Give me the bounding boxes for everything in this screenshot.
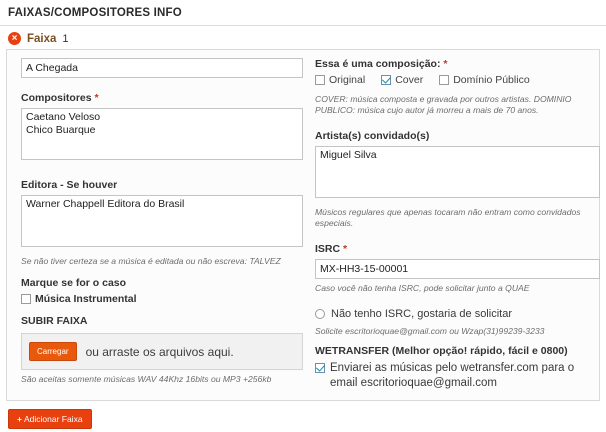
cover-label: Cover	[395, 74, 424, 86]
track-label: Faixa	[27, 32, 57, 45]
subir-faixa-label: SUBIR FAIXA	[21, 315, 88, 327]
wetransfer-checkbox[interactable]	[315, 363, 325, 373]
upload-helper-text: São aceitas somente músicas WAV 44Khz 16bits ou MP3 +256kb	[21, 374, 272, 384]
isrc-label-text: ISRC	[315, 243, 341, 255]
no-isrc-radio[interactable]	[315, 309, 325, 319]
compositores-textarea[interactable]	[21, 108, 303, 160]
compositores-label-text: Compositores	[21, 92, 92, 104]
dominio-publico-checkbox[interactable]	[439, 75, 449, 85]
isrc-helper-text: Caso você não tenha ISRC, pode solicitar junto a QUAE	[315, 283, 530, 293]
marque-label: Marque se for o caso	[21, 277, 127, 289]
option-cover[interactable]	[381, 74, 423, 86]
isrc-label	[315, 243, 600, 255]
add-track-label: Adicionar Faixa	[23, 414, 83, 424]
cover-checkbox[interactable]	[381, 75, 391, 85]
composicao-label-text: Essa é uma composição:	[315, 58, 441, 70]
instrumental-row	[21, 293, 303, 305]
editora-label: Editora - Se houver	[21, 179, 118, 191]
original-label: Original	[329, 74, 366, 86]
upload-drag-text: ou arraste os arquivos aqui.	[85, 344, 234, 359]
wetransfer-row[interactable]	[315, 361, 600, 391]
composicao-required-mark: *	[443, 58, 448, 70]
instrumental-label: Música Instrumental	[35, 293, 137, 305]
no-isrc-label: Não tenho ISRC, gostaria de solicitar	[331, 308, 512, 320]
composicao-label	[315, 58, 600, 70]
add-track-plus-icon: +	[17, 414, 22, 424]
page-title: FAIXAS/COMPOSITORES INFO	[8, 7, 182, 19]
artistas-helper-text: Músicos regulares que apenas tocaram não entram como convidados especiais.	[315, 207, 581, 228]
track-header	[0, 26, 606, 49]
editora-helper-text: Se não tiver certeza se a música é editada ou não escreva: TALVEZ	[21, 256, 281, 266]
artistas-label: Artista(s) convidado(s)	[315, 130, 430, 142]
wetransfer-label: WETRANSFER (Melhor opção! rápido, fácil e 0800)	[315, 345, 568, 357]
composicao-options	[315, 74, 600, 86]
add-track-button[interactable]	[8, 409, 92, 429]
upload-button[interactable]: Carregar	[29, 342, 77, 361]
dominio-publico-label: Domínio Público	[453, 74, 530, 86]
wetransfer-text: Enviarei as músicas pelo wetransfer.com para o email escritorioquae@gmail.com	[330, 362, 575, 389]
instrumental-checkbox[interactable]	[21, 294, 31, 304]
option-original[interactable]	[315, 74, 365, 86]
compositores-required-mark: *	[94, 92, 99, 104]
track-title-input[interactable]	[21, 58, 303, 78]
left-column	[21, 58, 303, 385]
isrc-required-mark: *	[343, 243, 348, 255]
isrc-input[interactable]	[315, 259, 600, 279]
track-panel	[6, 49, 600, 401]
right-column	[315, 58, 600, 391]
no-isrc-row[interactable]	[315, 308, 600, 320]
artistas-textarea[interactable]	[315, 146, 600, 198]
solicite-helper-text: Solicite escritorioquae@gmail.com ou Wzap(31)99239-3233	[315, 326, 545, 336]
original-checkbox[interactable]	[315, 75, 325, 85]
remove-track-icon[interactable]: ×	[8, 32, 21, 45]
compositores-label	[21, 92, 303, 104]
track-number: 1	[62, 32, 69, 45]
footer	[0, 401, 606, 429]
editora-textarea[interactable]	[21, 195, 303, 247]
instrumental-checkbox-item[interactable]	[21, 293, 137, 305]
option-dominio-publico[interactable]	[439, 74, 529, 86]
composicao-helper-text: COVER: música composta e gravada por outros artistas. DOMINIO PUBLICO: música cujo autor já morreu a mais de 70 anos.	[315, 94, 572, 115]
upload-dropzone[interactable]	[21, 333, 303, 370]
